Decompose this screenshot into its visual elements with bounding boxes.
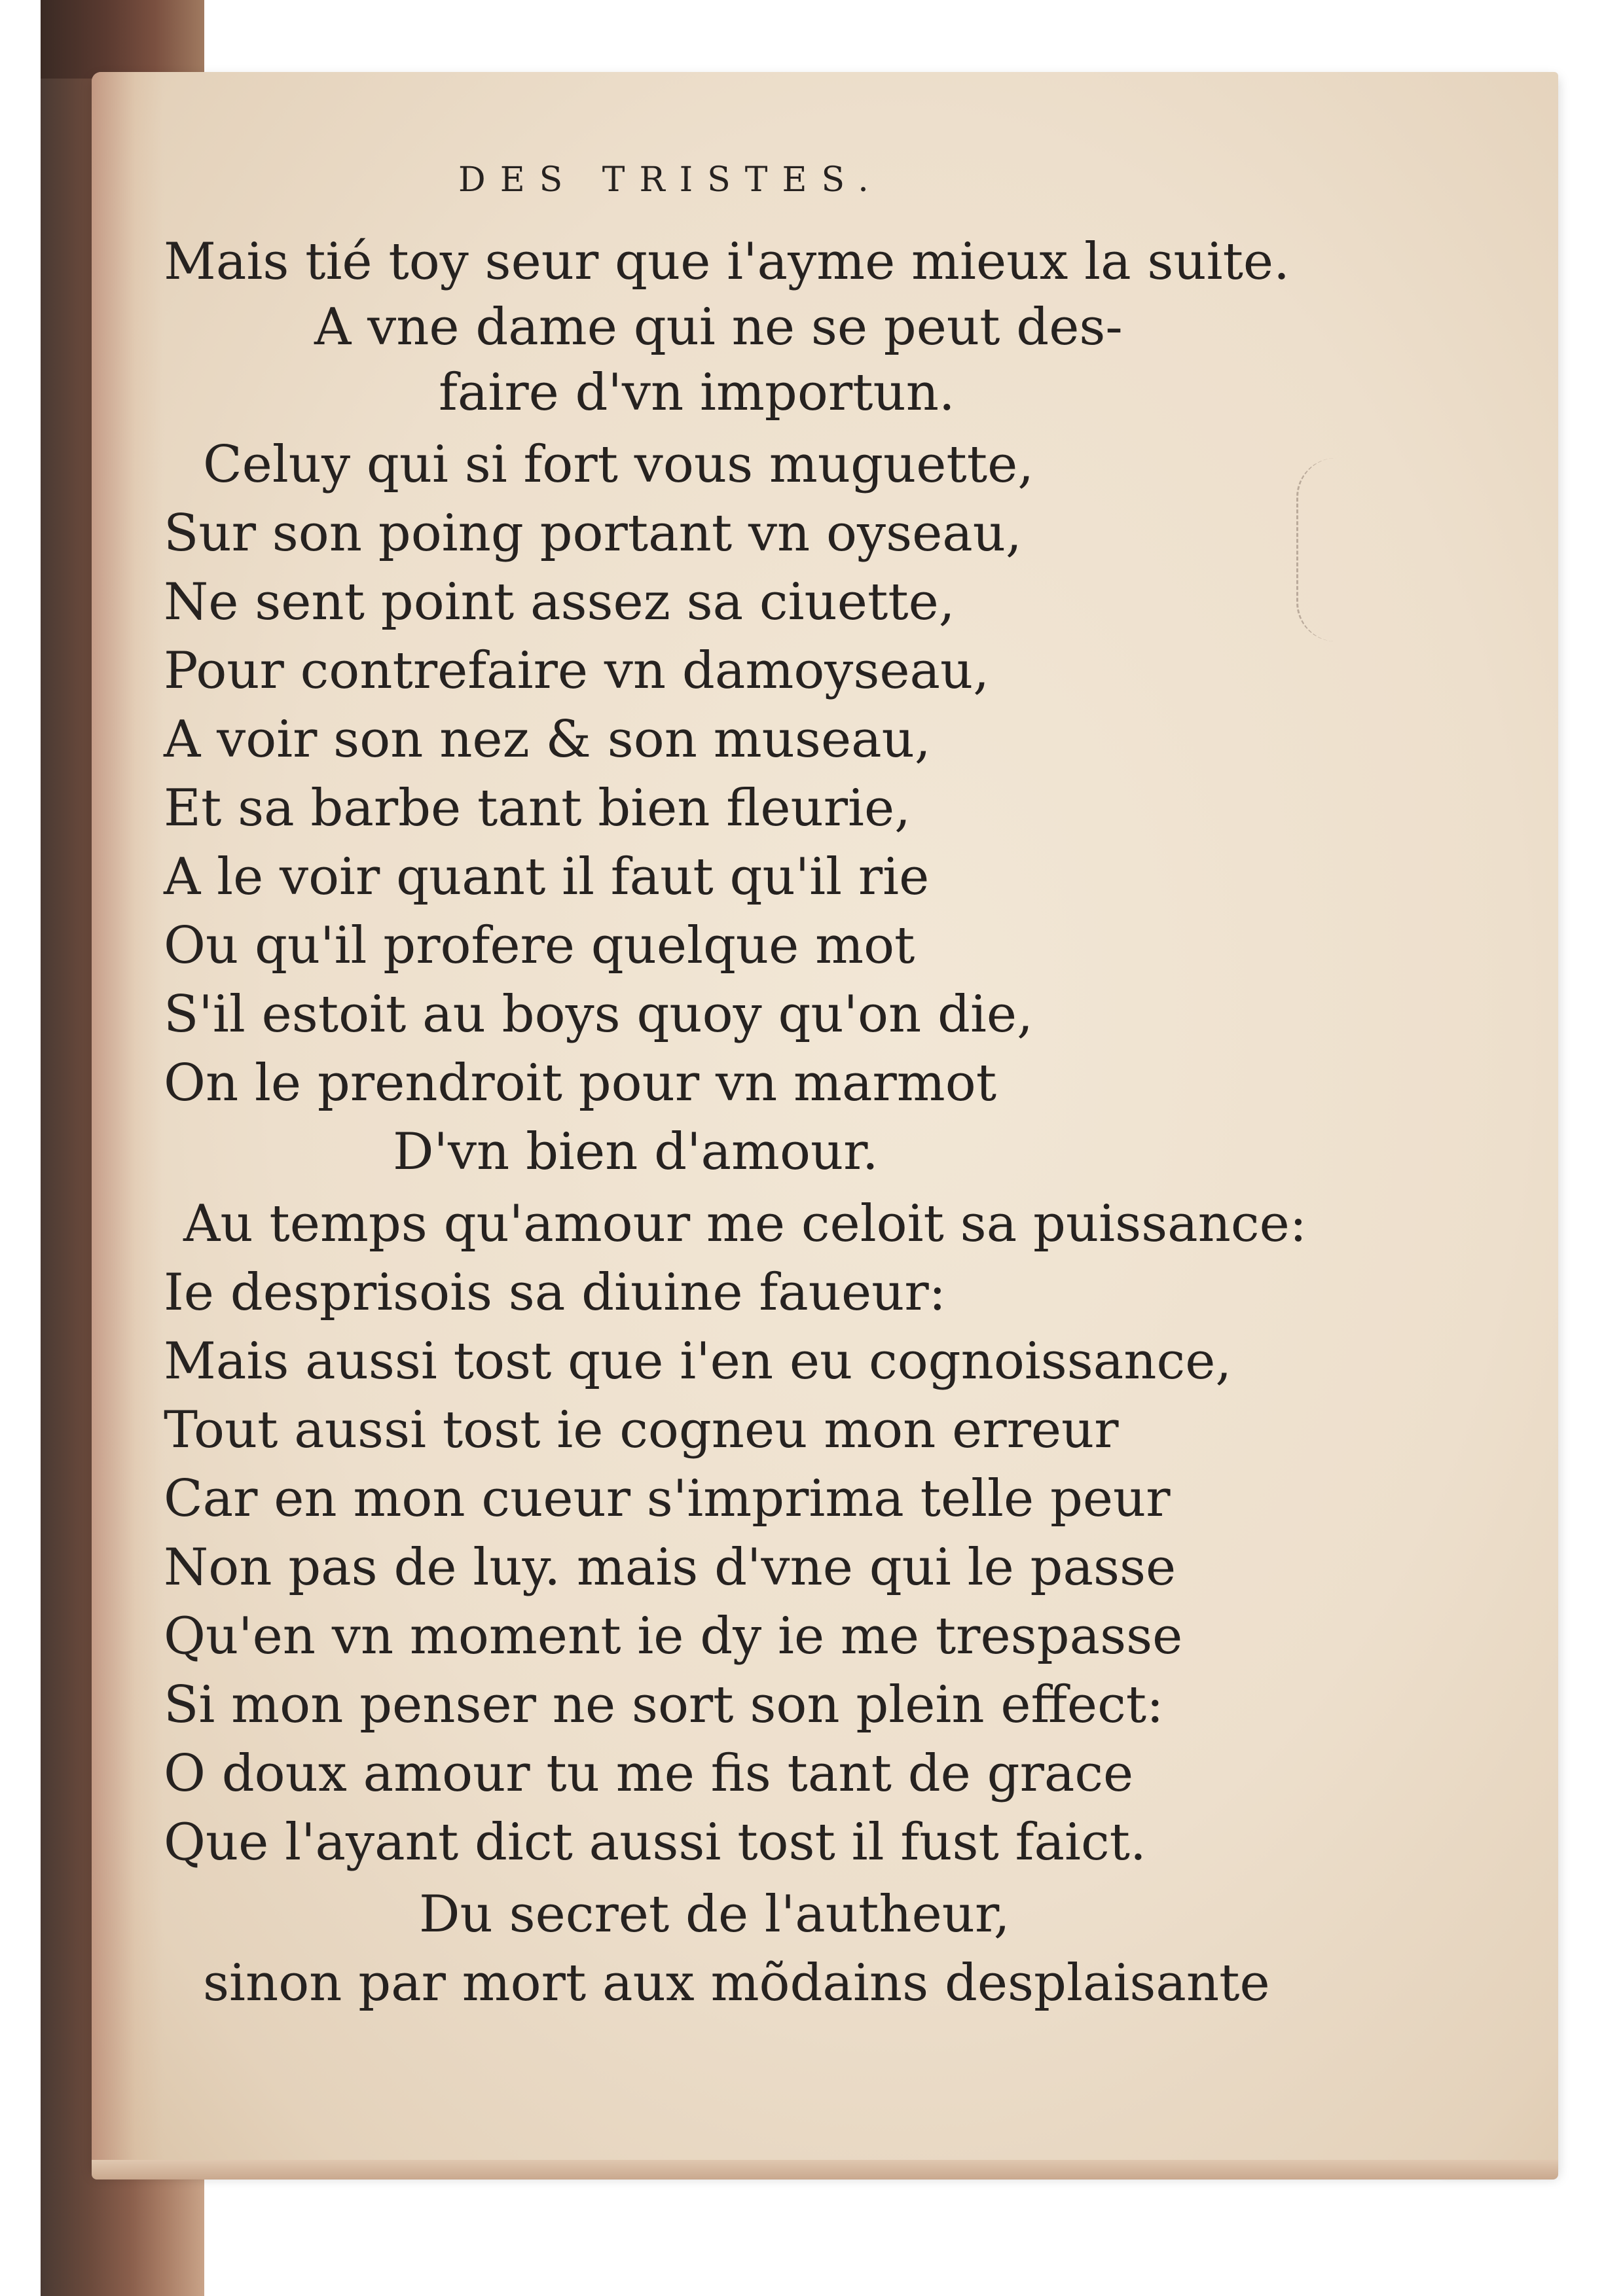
- section-title-line: D'vn bien d'amour.: [393, 1122, 879, 1181]
- text-line: Mais tié toy seur que i'ayme mieux la suite.: [164, 232, 1290, 291]
- text-line: Mais aussi tost que i'en eu cognoissance,: [164, 1332, 1232, 1391]
- text-line: A voir son nez & son museau,: [164, 710, 931, 769]
- text-line: Car en mon cueur s'imprima telle peur: [164, 1469, 1171, 1528]
- text-line: On le prendroit pour vn marmot: [164, 1054, 997, 1113]
- text-line: Ne sent point assez sa ciuette,: [164, 573, 955, 632]
- text-line: Pour contrefaire vn damoyseau,: [164, 641, 990, 700]
- closing-line: Du secret de l'autheur,: [419, 1885, 1010, 1944]
- text-line: Si mon penser ne sort son plein effect:: [164, 1676, 1164, 1734]
- text-line: Celuy qui si fort vous muguette,: [203, 435, 1034, 494]
- running-head: DES TRISTES.: [458, 160, 883, 200]
- text-line: O doux amour tu me fis tant de grace: [164, 1744, 1134, 1803]
- page-bottom-edge: [92, 2160, 1558, 2179]
- text-line: Que l'ayant dict aussi tost il fust faict.: [164, 1813, 1146, 1872]
- text-block: [164, 151, 1381, 2088]
- text-line: Ou qu'il profere quelque mot: [164, 916, 915, 975]
- motto-line: sinon par mort aux mõdains desplaisante: [203, 1954, 1270, 2013]
- text-line: Qu'en vn moment ie dy ie me trespasse: [164, 1607, 1183, 1666]
- section-title-line: A vne dame qui ne se peut des-: [314, 298, 1123, 357]
- text-line: A le voir quant il faut qu'il rie: [164, 848, 930, 906]
- page-gutter: [92, 72, 164, 2173]
- text-line: Ie desprisois sa diuine faueur:: [164, 1263, 946, 1322]
- text-line: Tout aussi tost ie cogneu mon erreur: [164, 1401, 1119, 1460]
- book-binding-top: [41, 0, 204, 79]
- text-line: Au temps qu'amour me celoit sa puissance:: [183, 1194, 1307, 1253]
- text-line: S'il estoit au boys quoy qu'on die,: [164, 985, 1033, 1044]
- section-title-line: faire d'vn importun.: [439, 363, 955, 422]
- text-line: Non pas de luy. mais d'vne qui le passe: [164, 1538, 1176, 1597]
- text-line: Et sa barbe tant bien fleurie,: [164, 779, 911, 838]
- text-line: Sur son poing portant vn oyseau,: [164, 504, 1022, 563]
